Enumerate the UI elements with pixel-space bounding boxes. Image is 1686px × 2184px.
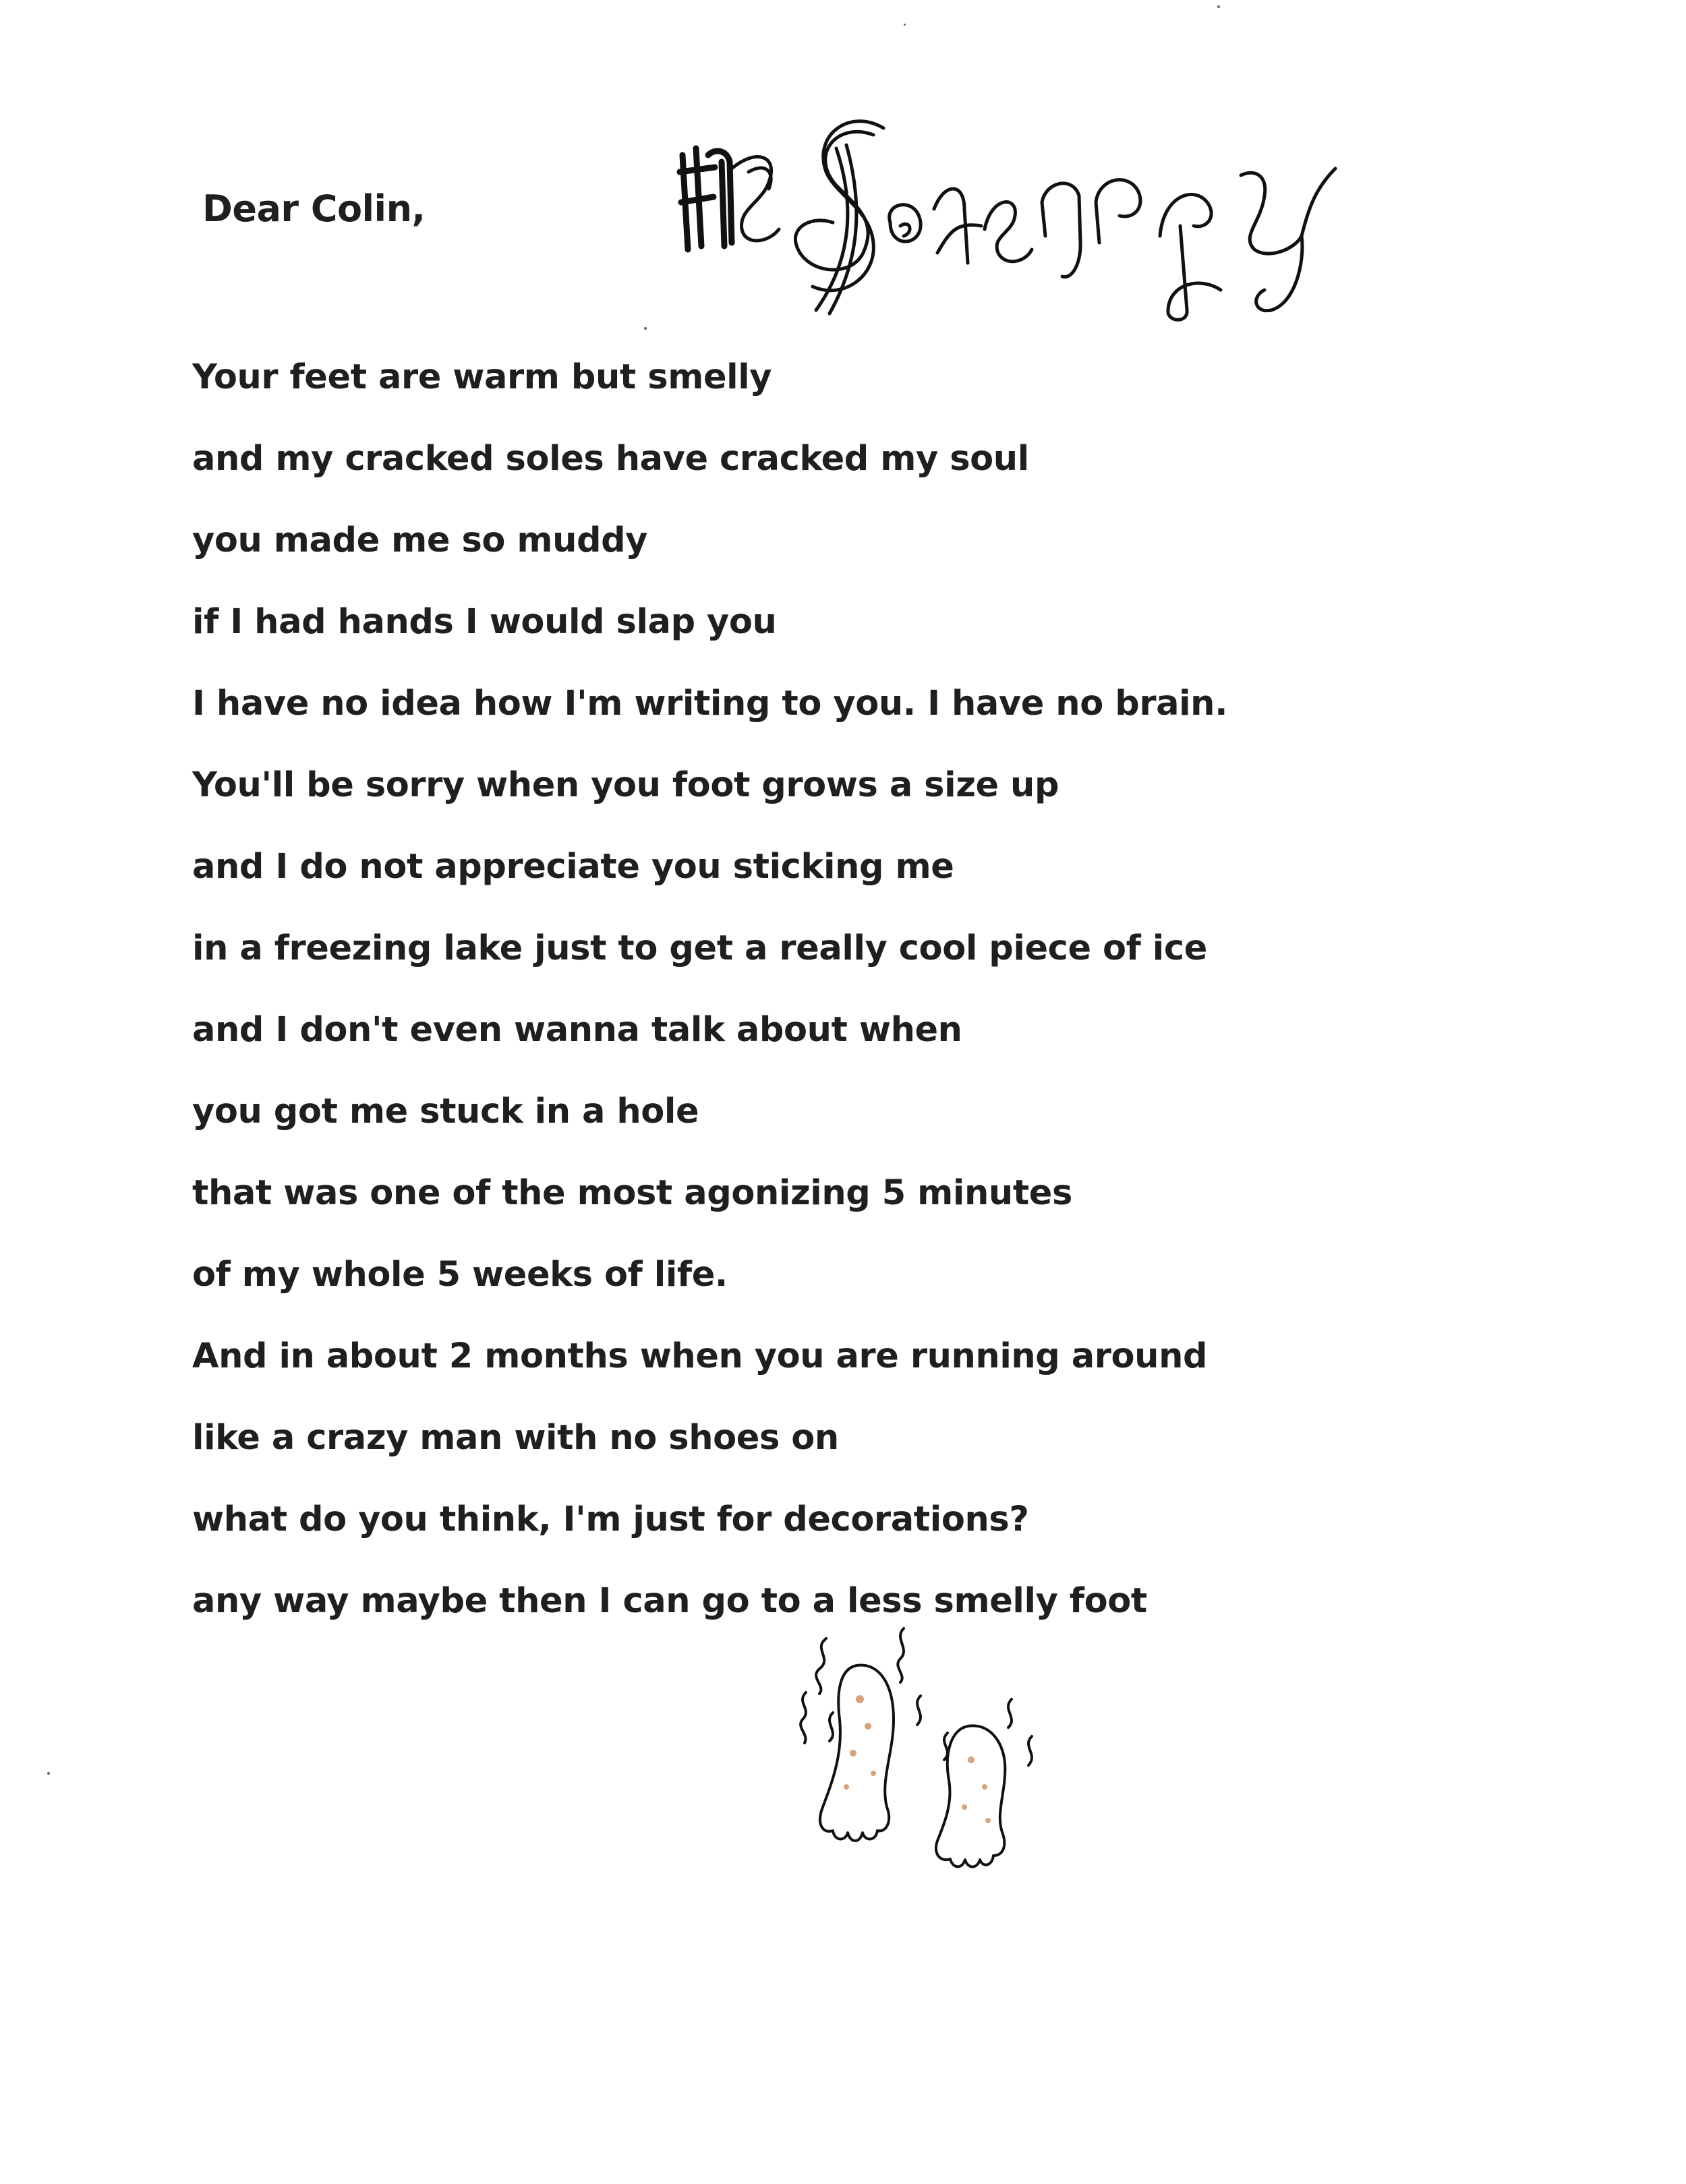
poem-line: You'll be sorry when you foot grows a size up: [192, 765, 1059, 805]
poem-line: you made me so muddy: [192, 521, 648, 560]
poem-line: Your feet are warm but smelly: [192, 357, 772, 397]
paper-speck: [1217, 5, 1220, 8]
paper-speck: [904, 24, 906, 26]
poem-line: any way maybe then I can go to a less smelly foot: [192, 1581, 1147, 1621]
smelly-feet-icon: [792, 1618, 1049, 1875]
poem-line: And in about 2 months when you are running around: [192, 1336, 1208, 1376]
paper-speck: [47, 1772, 50, 1775]
salutation: Dear Colin,: [202, 187, 426, 230]
poem-line: and my cracked soles have cracked my soul: [192, 439, 1029, 479]
poem-body: [192, 351, 1541, 1656]
handwritten-signature: [668, 108, 1369, 330]
poem-line: what do you think, I'm just for decorations?: [192, 1500, 1029, 1539]
poem-line: you got me stuck in a hole: [192, 1092, 699, 1131]
poem-line: and I don't even wanna talk about when: [192, 1010, 962, 1050]
poem-line: that was one of the most agonizing 5 minutes: [192, 1173, 1072, 1213]
paper-speck: [644, 327, 647, 330]
poem-line: in a freezing lake just to get a really cool piece of ice: [192, 928, 1207, 968]
poem-line: I have no idea how I'm writing to you. I have no brain.: [192, 684, 1228, 724]
poem-line: if I had hands I would slap you: [192, 602, 777, 642]
poem-line: and I do not appreciate you sticking me: [192, 847, 954, 887]
poem-line: of my whole 5 weeks of life.: [192, 1255, 728, 1295]
poem-line: like a crazy man with no shoes on: [192, 1418, 839, 1458]
